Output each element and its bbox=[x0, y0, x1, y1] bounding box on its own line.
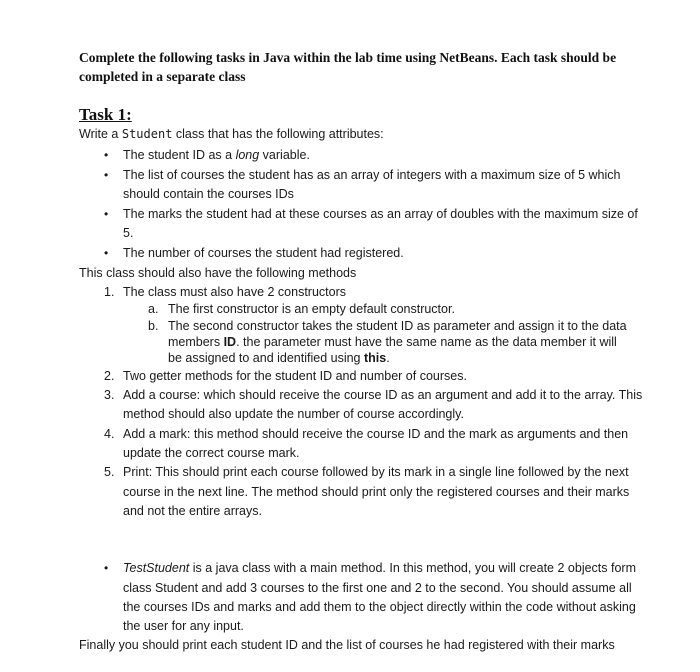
attribute-item-3-line-1: The marks the student had at these courses as an array of doubles with the maximum size of bbox=[123, 207, 638, 221]
attribute-item-3-line-2: 5. bbox=[123, 226, 134, 240]
header-line-1: Complete the following tasks in Java within the lab time using NetBeans. Each task should be bbox=[79, 50, 617, 65]
method-number-1: 1. bbox=[104, 285, 115, 299]
attribute-item-2-line-2: should contain the courses IDs bbox=[123, 187, 294, 201]
method-number-2: 2. bbox=[104, 369, 115, 383]
sub-item-b-line-3: be assigned to and identified using this. bbox=[168, 351, 390, 365]
method-item-4-line-1: Add a mark: this method should receive the course ID and the mark as arguments and then bbox=[123, 427, 629, 441]
sub-label-a: a. bbox=[148, 302, 159, 316]
bullet-icon: • bbox=[104, 168, 109, 182]
bullet-icon: • bbox=[104, 207, 109, 221]
method-number-5: 5. bbox=[104, 465, 115, 479]
bullet-icon: • bbox=[104, 246, 109, 260]
header-line-2: completed in a separate class bbox=[79, 69, 246, 84]
class-name-code: Student bbox=[121, 127, 173, 141]
method-item-5-line-2: course in the next line. The method should print only the registered courses and their marks bbox=[123, 485, 630, 499]
task-title: Task 1: bbox=[79, 105, 132, 124]
test-item-line-3: the courses IDs and marks and add them to the object directly within the code without asking bbox=[123, 600, 636, 614]
attribute-item-4: The number of courses the student had registered. bbox=[123, 246, 404, 260]
attribute-item-2-line-1: The list of courses the student has as an array of integers with a maximum size of 5 which bbox=[123, 168, 621, 182]
bullet-icon: • bbox=[104, 148, 109, 162]
method-item-2: Two getter methods for the student ID and number of courses. bbox=[123, 369, 467, 383]
bullet-icon: • bbox=[104, 561, 109, 575]
test-item-line-4: the user for any input. bbox=[123, 619, 244, 633]
method-item-5-line-3: and not the entire arrays. bbox=[123, 504, 262, 518]
methods-intro: This class should also have the following methods bbox=[79, 266, 357, 280]
method-item-3-line-1: Add a course: which should receive the course ID as an argument and add it to the array. This bbox=[123, 388, 643, 402]
method-number-3: 3. bbox=[104, 388, 115, 402]
sub-label-b: b. bbox=[148, 319, 159, 333]
method-item-4-line-2: update the correct course mark. bbox=[123, 446, 300, 460]
sub-item-b-line-1: The second constructor takes the student ID as parameter and assign it to the data bbox=[168, 319, 627, 333]
intro-line: Write a Student class that has the following attributes: bbox=[79, 127, 384, 141]
method-item-3-line-2: method should also update the number of course accordingly. bbox=[123, 407, 464, 421]
method-number-4: 4. bbox=[104, 427, 115, 441]
method-item-1: The class must also have 2 constructors bbox=[123, 285, 347, 299]
final-instruction: Finally you should print each student ID and the list of courses he had registered with their marks bbox=[79, 638, 615, 652]
attribute-item-1: The student ID as a long variable. bbox=[123, 148, 310, 162]
test-item-line-1: TestStudent is a java class with a main method. In this method, you will create 2 objects form bbox=[123, 561, 636, 575]
sub-item-b-line-2: members ID. the parameter must have the same name as the data member it will bbox=[168, 335, 617, 349]
test-item-line-2: class Student and add 3 courses to the first one and 2 to the second. You should assume all bbox=[123, 581, 632, 595]
sub-item-a: The first constructor is an empty default constructor. bbox=[168, 302, 455, 316]
method-item-5-line-1: Print: This should print each course followed by its mark in a single line followed by the next bbox=[123, 465, 629, 479]
